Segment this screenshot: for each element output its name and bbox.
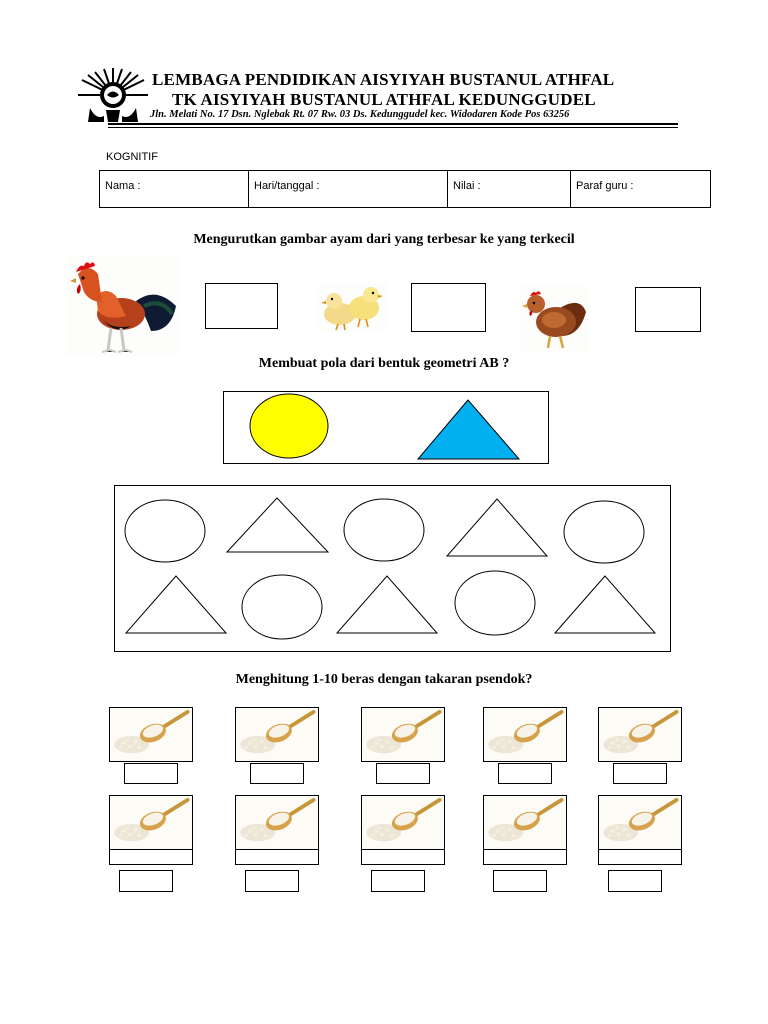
date-label: Hari/tanggal : (254, 180, 320, 192)
pattern-shape-circle[interactable] (344, 499, 424, 561)
rice-count-answer-box[interactable] (124, 763, 178, 784)
rice-spoon-icon (599, 796, 681, 849)
section2-title: Membuat pola dari bentuk geometri AB ? (258, 356, 510, 371)
score-label: Nilai : (453, 180, 481, 192)
rice-card-divider (599, 849, 681, 850)
header-divider-thin (108, 127, 678, 128)
order-answer-box-3[interactable] (635, 287, 701, 332)
rice-count-answer-box[interactable] (119, 870, 173, 892)
rice-spoon-card (109, 795, 193, 865)
pattern-example (223, 391, 549, 464)
name-cell[interactable] (100, 171, 249, 208)
pattern-shape-triangle[interactable] (227, 498, 328, 552)
rice-spoon-card (235, 707, 319, 762)
pattern-shape-triangle[interactable] (126, 576, 226, 633)
rice-spoon-card (598, 795, 682, 865)
rice-spoon-icon (362, 796, 444, 849)
date-cell[interactable] (249, 171, 448, 208)
student-info-table (99, 170, 711, 208)
name-label: Nama : (105, 180, 141, 192)
hen-image (520, 286, 590, 352)
pattern-shape-circle[interactable] (455, 571, 535, 635)
rice-spoon-icon (599, 708, 681, 761)
signature-cell[interactable] (571, 171, 711, 208)
pattern-shape-circle[interactable] (242, 575, 322, 639)
rice-spoon-card (109, 707, 193, 762)
rice-card-divider (110, 849, 192, 850)
order-answer-box-1[interactable] (205, 283, 278, 329)
pattern-shape-triangle[interactable] (337, 576, 437, 633)
rice-spoon-card (361, 795, 445, 865)
rice-card-divider (236, 849, 318, 850)
pattern-exercise (114, 485, 671, 652)
rice-spoon-icon (484, 708, 566, 761)
pattern-shape-circle[interactable] (125, 500, 205, 562)
rice-count-answer-box[interactable] (613, 763, 667, 784)
rice-count-answer-box[interactable] (245, 870, 299, 892)
rice-count-answer-box[interactable] (608, 870, 662, 892)
score-cell[interactable] (448, 171, 571, 208)
rooster-image (66, 256, 180, 356)
pattern-shape-triangle[interactable] (447, 499, 547, 556)
rice-spoon-card (483, 795, 567, 865)
rice-count-answer-box[interactable] (250, 763, 304, 784)
rice-spoon-card (598, 707, 682, 762)
rice-count-answer-box[interactable] (371, 870, 425, 892)
header-institution: LEMBAGA PENDIDIKAN AISYIYAH BUSTANUL ATHFAL (152, 70, 615, 89)
blue-triangle (418, 400, 519, 459)
header-divider (108, 123, 678, 125)
rice-spoon-card (483, 707, 567, 762)
section3-title: Menghitung 1-10 beras dengan takaran psendok? (235, 672, 533, 687)
signature-label: Paraf guru : (576, 180, 634, 192)
rice-count-answer-box[interactable] (376, 763, 430, 784)
header-school: TK AISYIYAH BUSTANUL ATHFAL KEDUNGGUDEL (172, 90, 596, 109)
rice-spoon-icon (110, 796, 192, 849)
rice-card-divider (484, 849, 566, 850)
rice-count-answer-box[interactable] (498, 763, 552, 784)
pattern-shape-circle[interactable] (564, 501, 644, 563)
subject-label: KOGNITIF (106, 151, 158, 163)
chicks-image (318, 282, 388, 332)
aisyiyah-logo-icon (76, 66, 150, 124)
rice-card-divider (362, 849, 444, 850)
header-address: Jln. Melati No. 17 Dsn. Nglebak Rt. 07 Rw. 03 Ds. Kedunggudel kec. Widodaren Kode Pos 63256 (150, 109, 570, 120)
rice-spoon-card (361, 707, 445, 762)
rice-spoon-icon (236, 708, 318, 761)
yellow-circle (250, 394, 328, 458)
rice-spoon-icon (110, 708, 192, 761)
rice-spoon-icon (484, 796, 566, 849)
section1-title: Mengurutkan gambar ayam dari yang terbesar ke yang terkecil (193, 232, 575, 247)
rice-count-answer-box[interactable] (493, 870, 547, 892)
pattern-shape-triangle[interactable] (555, 576, 655, 633)
rice-spoon-icon (362, 708, 444, 761)
rice-spoon-card (235, 795, 319, 865)
order-answer-box-2[interactable] (411, 283, 486, 332)
rice-spoon-icon (236, 796, 318, 849)
